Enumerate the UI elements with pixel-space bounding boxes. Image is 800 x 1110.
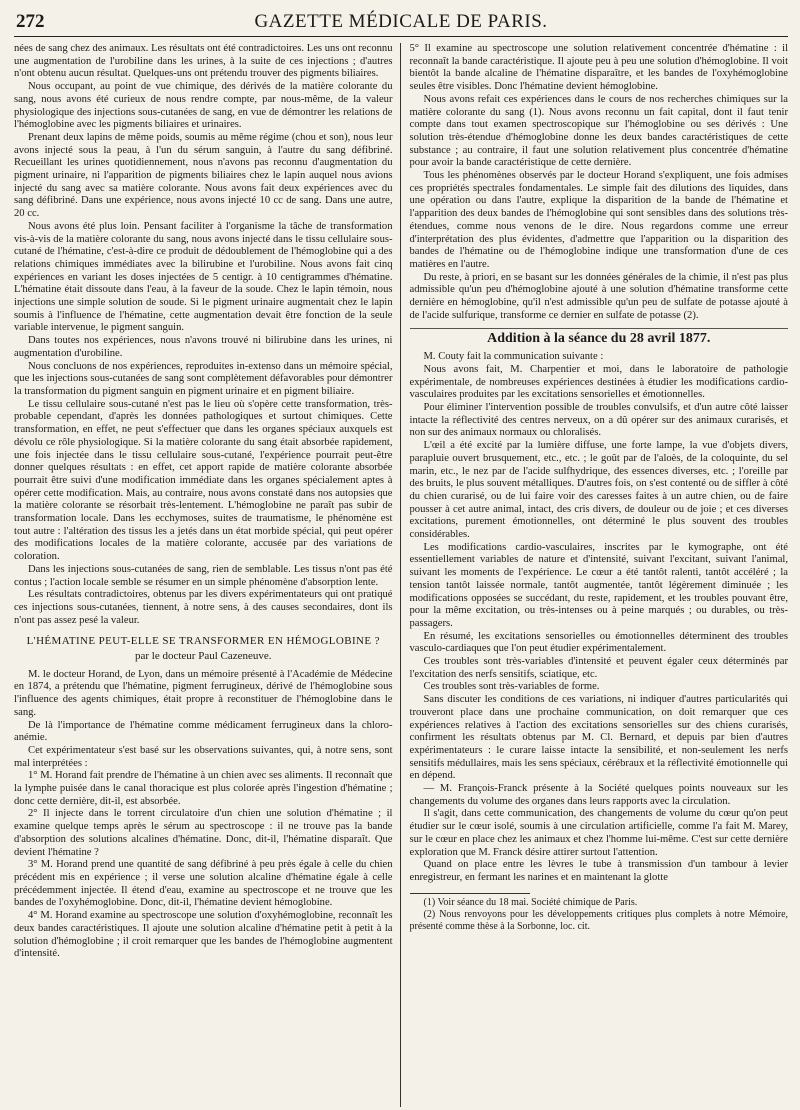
paragraph: Cet expérimentateur s'est basé sur les observations suivantes, qui, à notre sens, sont mal interprétées : <box>14 744 393 769</box>
paragraph: Nous avons fait, M. Charpentier et moi, dans le laboratoire de pathologie expérimentale, de nombreuses expériences destinées à étudier les modifications cardio-vasculaires produites par les excitations sensorielles et émotionnelles. <box>409 363 789 401</box>
paragraph: De là l'importance de l'hématine comme médicament ferrugineux dans la chloro-anémie. <box>14 719 393 744</box>
two-column-body <box>14 43 788 1107</box>
paragraph: Quand on place entre les lèvres le tube à transmission d'un tambour à levier enregistreur, en fermant les narines et en maintenant la glotte <box>409 859 789 883</box>
paragraph: nées de sang chez des animaux. Les résultats ont été contradictoires. Les uns ont reconnu une augmentation de l'urobiline dans les urines, à la suite de ces injections ; d'autres n'ont obtenu aucun résultat. Quelques-uns ont prétendu trouver des pigments biliaires. <box>14 43 393 80</box>
paragraph: En résumé, les excitations sensorielles ou émotionnelles déterminent des troubles vasculo-cardiaques que l'on peut étudier expérimentalement. <box>409 630 789 655</box>
paragraph: Du reste, à priori, en se basant sur les données générales de la chimie, il n'est pas plus admissible qu'un peu d'hémoglobine ajouté à une solution d'hématine transforme cette dernière en hémoglobine, qu'il n'est admissible qu'un peu de sulfate de potasse ajouté à de l'acide sulfurique, transforme ce dernier en sulfate de potasse (2). <box>409 271 789 321</box>
right-column <box>404 43 789 1107</box>
column-divider <box>400 43 401 1107</box>
paragraph: Dans les injections sous-cutanées de sang, rien de semblable. Les tissus n'ont pas été contus ; l'action locale semble se résumer en un simple phénomène d'absorption lente. <box>14 563 393 588</box>
paragraph: 5° Il examine au spectroscope une solution relativement concentrée d'hématine : il reconnaît la bande caractéristique. Il ajoute peu à peu une solution d'hémoglobine. Il voit bientôt la bande alcaline de l'hématine disparaître, et les bandes de l'oxyhémoglobine seules être visibles. Donc l'hématine devient hémoglobine. <box>409 43 789 93</box>
footnote: (2) Nous renvoyons pour les développements critiques plus complets à notre Mémoire, présenté comme thèse à la Sorbonne, loc. cit. <box>409 908 789 932</box>
footnote: (1) Voir séance du 18 mai. Société chimique de Paris. <box>423 896 638 908</box>
page-header <box>14 6 788 37</box>
paragraph: Il s'agit, dans cette communication, des changements de volume du cœur qu'on peut étudier sur le cœur isolé, soumis à une circulation artificielle, comme l'a fait M. Marey, sur le cœur en place chez les animaux et chez l'homme lui-même. C'est sur cette dernière exploration que M. Franck désire attirer surtout l'attention. <box>409 808 789 858</box>
paragraph: Nous avons été plus loin. Pensant faciliter à l'organisme la tâche de transformation vis-à-vis de la matière colorante du sang, nous avons injecté dans le tissu cellulaire sous-cutané de l'hématine, c'est-à-dire ce produit de dédoublement de l'hémoglobine qui a des relations chimiques immédiates avec la bilirubine et l'urobiline. Nous avons fait cinq expériences en variant les doses injectées de 5 centigr. à 10 centigrammes d'hématine. L'hématine était dissoute dans l'eau, à la faveur de la soude. Chez le lapin témoin, nous injections une simple solution de soude. Si le pigment urinaire augmentait chez le lapin soumis à l'influence de l'hématine, cette augmentation devait être fonction de la seule variable intervenue, le pigment sanguin. <box>14 220 393 334</box>
addition-heading: Addition à la séance du 28 avril 1877. <box>410 328 789 346</box>
paragraph: Tous les phénomènes observés par le docteur Horand s'expliquent, une fois admises ces propriétés spectrales fondamentales. Le simple fait des dilutions des liquides, dans une opération ou dans l'autre, explique la disparition de la bande de l'hématine et l'apparition des deux bandes de l'hémoglobine qui sont sensibles dans des solutions très-étendues, comme nous venons de le dire. Nous regardons comme une erreur d'interprétation des plus évidentes, d'admettre que l'apparition ou la disparition des bandes de l'hématine ou de l'hémoglobine indique une transformation d'une de ces matières en l'autre. <box>409 170 789 270</box>
paragraph: 4° M. Horand examine au spectroscope une solution d'oxyhémoglobine, reconnaît les deux bandes caractéristiques. Il ajoute une solution alcaline d'hématine petit à petit à la solution d'hémoglobine ; il croit remarquer que les bandes de l'hémoglobine augmentent d'intensité. <box>14 910 393 960</box>
paragraph: Nous concluons de nos expériences, reproduites in-extenso dans un mémoire spécial, que les injections sous-cutanées de sang sont complètement défavorables pour démontrer la transformation du pigment sanguin en pigment urinaire et en pigment biliaire. <box>14 360 393 397</box>
paragraph: Sans discuter les conditions de ces variations, ni indiquer d'autres particularités qui trouveront place dans une prochaine communication, on doit remarquer que ces expériences relatives à l'action des excitations sensorielles sur des chiens curarisés, confirment les résultats obtenus par M. Cl. Bernard, et depuis par bien d'autres expérimentateurs : le curare laisse intacte la sensibilité, et non-seulement les nerfs sensitifs médullaires, mais les sens spéciaux, cérébraux et la réflectivité émotionnelle qui en dépend. <box>409 694 789 782</box>
paragraph: Pour éliminer l'intervention possible de troubles convulsifs, et d'un autre côté laisser intacte la réflectivité des centres nerveux, on a dû opérer sur des animaux curarisés, et non sur des animaux normaux ou chloralisés. <box>409 401 789 439</box>
article-author: par le docteur Paul Cazeneuve. <box>134 650 272 663</box>
article-title: L'HÉMATINE PEUT-ELLE SE TRANSFORMER EN HÉMOGLOBINE ? <box>26 635 380 648</box>
paragraph: Ces troubles sont très-variables de forme. <box>423 681 600 693</box>
footnote-divider <box>410 893 530 894</box>
paragraph: M. le docteur Horand, de Lyon, dans un mémoire présenté à l'Académie de Médecine en 1874, a prétendu que l'hématine, pigment ferrugineux, dérivé de l'hémoglobine sous l'influence des agents chimiques, était propre à reconstituer de l'hémoglobine dans le sang. <box>14 668 393 718</box>
paragraph: 1° M. Horand fait prendre de l'hématine à un chien avec ses aliments. Il reconnaît que la lymphe puisée dans le canal thoracique est plus colorée après l'ingestion d'hématine ; donc cette dernière, dit-il, est absorbée. <box>14 770 393 807</box>
paragraph: Ces troubles sont très-variables d'intensité et peuvent égaler ceux déterminés par l'excitation des nerfs sensitifs, sciatique, etc. <box>409 656 789 680</box>
paragraph: M. Couty fait la communication suivante : <box>423 351 604 363</box>
paragraph: Les résultats contradictoires, obtenus par les divers expérimentateurs qui ont pratiqué ces injections sous-cutanées, tiennent, à notre sens, à des causes secondaires, dont ils n'ont pas assez pesé la valeur. <box>14 589 393 626</box>
left-column <box>14 43 397 1107</box>
paragraph: 3° M. Horand prend une quantité de sang défibriné à peu près égale à celle du chien précédent mis en expérience ; il verse une solution alcaline d'hématine égale à celle précédemment injectée. Il étend d'eau, examine au spectroscope et ne trouve que les bandes de l'oxyhémoglobine. Donc, dit-il, l'hématine devient hémoglobine. <box>14 859 393 909</box>
paragraph: L'œil a été excité par la lumière diffuse, une forte lampe, la vue d'objets divers, parapluie ouvert brusquement, etc., etc. ; le goût par de l'aloès, de la coloquinte, du sel marin, etc., le nez par de l'acide sulfhydrique, des essences diverses, etc. ; l'oreille par des bruits, le plus souvent métalliques. D'autres fois, on s'est contenté ou de siffler à côté du chien curarisé, ou de lui faire voir des caresses faites à un autre chien, ou de faire pousser à cet autre animal, intact, des cris divers, de douleur ou de joie ; et ces diverses excitations, purement émotionnelles, ont déterminé le plus souvent des troubles considérables. <box>409 440 789 541</box>
paragraph: Les modifications cardio-vasculaires, inscrites par le kymographe, ont été essentiellement variables de nature et d'intensité, suivant l'excitant, suivant l'animal, suivant les moments de l'expérience. Le cœur a été tantôt ralenti, tantôt accéléré ; la tension tantôt laissée normale, tantôt augmentée, tantôt légèrement diminuée ; les modifications opposées se succédant, du reste, rapidement, et les troubles pouvant être, pour la même excitation, ou très-intenses ou à peine marqués ; ou durables, ou très-passagers. <box>409 541 789 629</box>
page-number: 272 <box>16 11 45 32</box>
paragraph: Nous occupant, au point de vue chimique, des dérivés de la matière colorante du sang, nous avons été curieux de nous rendre compte, par nous-même, de la valeur physiologique des injections sous-cutanées de sang, en vue de démontrer les relations de l'hémoglobine avec les pigments biliaires et urinaires. <box>14 81 393 131</box>
paragraph: — M. François-Franck présente à la Société quelques points nouveaux sur les changements du volume des organes dans leurs rapports avec la circulation. <box>409 783 789 807</box>
paragraph: Dans toutes nos expériences, nous n'avons trouvé ni bilirubine dans les urines, ni augmentation d'urobiline. <box>14 335 393 359</box>
paragraph: Le tissu cellulaire sous-cutané n'est pas le lieu où s'opère cette transformation, très-probable cependant, d'après les données pathologiques et surtout chimiques. Cette transformation, en effet, ne peut s'effectuer que dans les organes spéciaux auxquels est dévolu ce rôle physiologique. Si la matière colorante du sang était absorbée rapidement, une fois injectée dans le tissu cellulaire sous-cutané, l'expérience pourrait peut-être donner quelques résultats : en effet, cet apport rapide de matière colorante absorbée pourrait être suivi d'une modification immédiate dans les organes spécialement aptes à opérer cette modification. Mais, au contraire, nous avons constaté dans nos autopsies que la matière colorante se résorbait très-lentement. L'hémoglobine ne paraît pas subir de transformation locale. Dans les ecchymoses, suites de traumatisme, le phénomène est tout autre : l'altération des tissus les a jetés dans un état morbide spécial, qui peut opérer des modifications locales de la matière colorante, accusée par des variations de coloration. <box>14 398 393 563</box>
paragraph: Prenant deux lapins de même poids, soumis au même régime (chou et son), nous leur avons injecté sous la peau, à l'un du sérum sanguin, à l'autre du sang défibriné. Recueillant les urines quotidiennement, nous n'avons pas reconnu d'augmentation du pigment urinaire, ni l'apparition de pigments biliaires chez le lapin auquel nous avions injecté du sang avec sa matière colorante. Nous avons fait deux expériences avec du sang défibriné. Dans une expérience, nous avons injecté 10 cc de sang. Dans une autre, 20 cc. <box>14 131 393 220</box>
paragraph: Nous avons refait ces expériences dans le cours de nos recherches chimiques sur la matière colorante du sang (1). Nous avons reconnu un fait capital, dont il faut tenir compte dans tout examen spectroscopique sur l'hémoglobine ou ses dérivés : Une solution très-étendue d'hémoglobine donne les deux bandes caractéristiques de cette substance ; au contraire, il faut une solution relativement plus concentrée d'hématine pour avoir la bande caractéristique de cette dernière. <box>409 93 789 169</box>
paragraph: 2° Il injecte dans le torrent circulatoire d'un chien une solution d'hématine ; il examine quelque temps après le sérum au spectroscope : il ne trouve pas la bande d'absorption des solutions alcalines d'hématine. Donc, dit-il, l'hématine disparaît. Que devient l'hématine ? <box>14 808 393 858</box>
publication-title: GAZETTE MÉDICALE DE PARIS. <box>254 11 548 32</box>
